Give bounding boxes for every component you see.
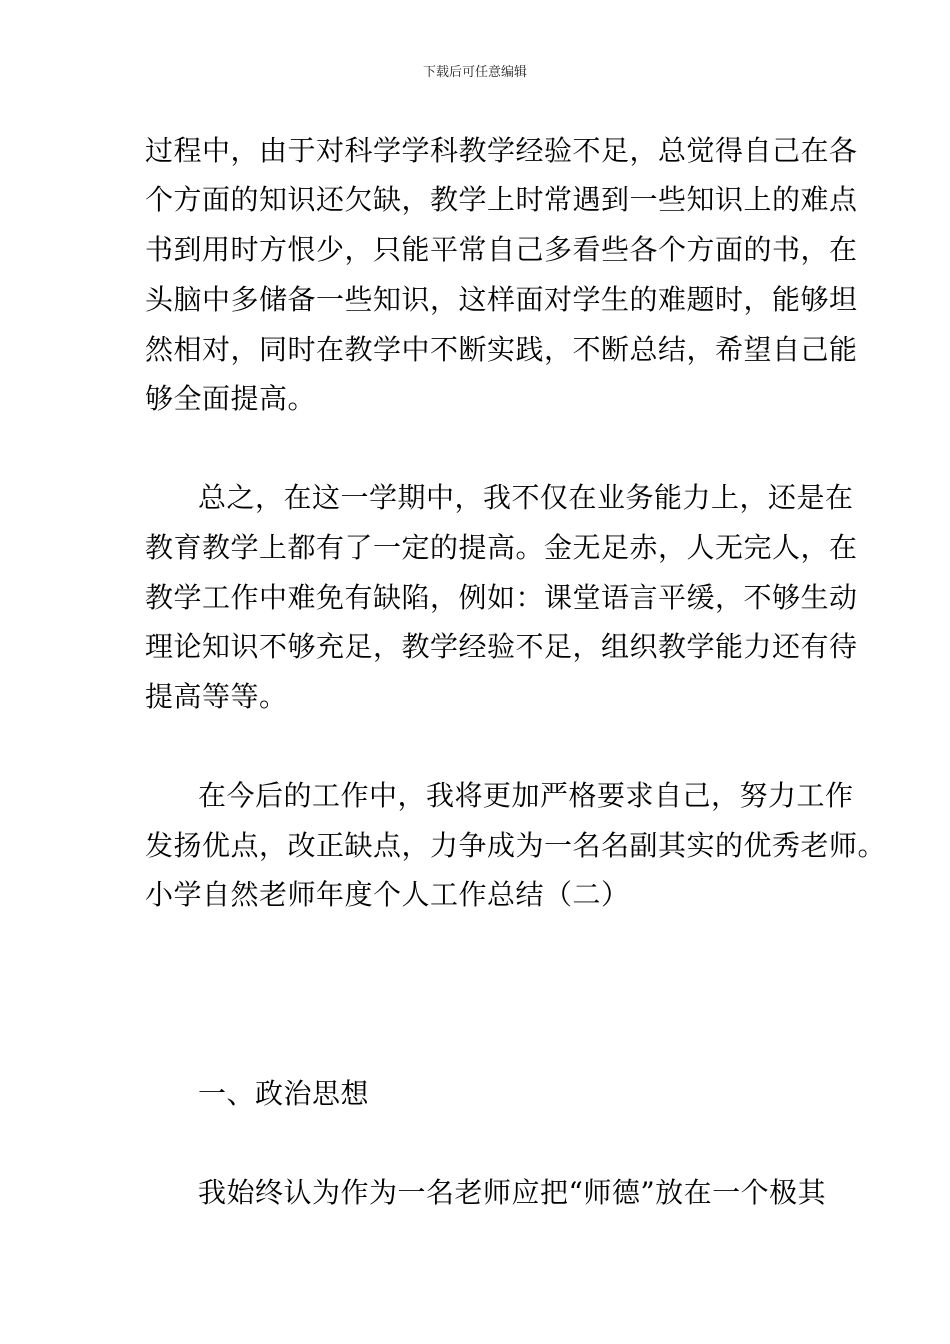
text-line: 在今后的工作中，我将更加严格要求自己，努力工作 <box>198 779 854 812</box>
section-title: 小学自然老师年度个人工作总结（二） <box>145 878 630 911</box>
text-line: 书到用时方恨少，只能平常自己多看些各个方面的书，在 <box>145 233 858 266</box>
text-line: 教育教学上都有了一定的提高。金无足赤，人无完人，在 <box>145 531 858 564</box>
page-header: 下载后可任意编辑 <box>422 65 527 80</box>
text-line: 理论知识不够充足，教学经验不足，组织教学能力还有待 <box>145 630 858 663</box>
text-line: 头脑中多储备一些知识，这样面对学生的难题时，能够坦 <box>145 283 858 316</box>
text-line: 我始终认为作为一名老师应把“师德”放在一个极其 <box>198 1176 827 1209</box>
text-line: 够全面提高。 <box>145 382 317 415</box>
text-line: 然相对，同时在教学中不断实践，不断总结，希望自己能 <box>145 333 858 366</box>
text-line: 发扬优点，改正缺点，力争成为一名名副其实的优秀老师。 <box>145 829 887 862</box>
text-line: 提高等等。 <box>145 680 288 713</box>
section-heading: 一、政治思想 <box>198 1077 370 1110</box>
text-line: 总之，在这一学期中，我不仅在业务能力上，还是在 <box>198 481 854 514</box>
text-line: 教学工作中难免有缺陷，例如：课堂语言平缓，不够生动 <box>145 581 858 614</box>
text-line: 过程中，由于对科学学科教学经验不足，总觉得自己在各 <box>145 134 858 167</box>
text-line: 个方面的知识还欠缺，教学上时常遇到一些知识上的难点 <box>145 183 858 216</box>
